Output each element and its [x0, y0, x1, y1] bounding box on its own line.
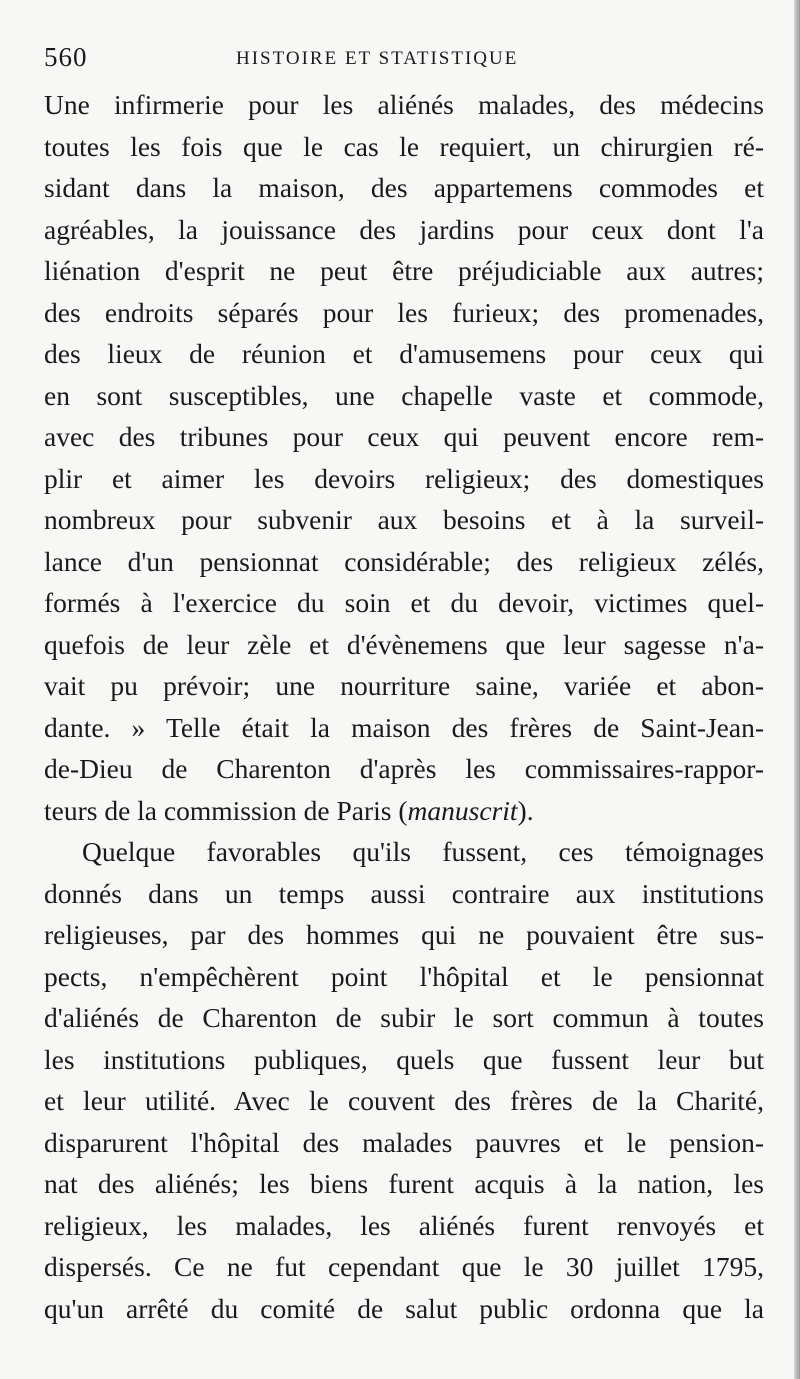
text-line: religieux, les malades, les aliénés furent renvoyés et — [44, 1209, 764, 1241]
text-line: vait pu prévoir; une nourriture saine, variée et abon- — [44, 670, 764, 701]
paragraph-2 — [44, 831, 764, 1329]
text-line: religieuses, par des hommes qui ne pouvaient être sus- — [44, 919, 764, 950]
running-head: HISTOIRE ET STATISTIQUE — [236, 48, 519, 69]
text-line-last — [44, 790, 764, 832]
text-line: des endroits séparés pour les furieux; des promenades, — [44, 296, 764, 328]
text-line: agréables, la jouissance des jardins pour ceux dont l'a — [44, 213, 764, 245]
text-line: de-Dieu de Charenton d'après les commissaires-rappor- — [44, 753, 764, 784]
text-line: Une infirmerie pour les aliénés malades, des médecins — [44, 89, 764, 120]
paragraph-1 — [44, 84, 764, 831]
text-line: disparurent l'hôpital des malades pauvres et le pension- — [44, 1126, 764, 1158]
text-line: dante. » Telle était la maison des frères de Saint-Jean- — [44, 711, 764, 743]
page-edge-shadow — [794, 0, 800, 1379]
text-line: et leur utilité. Avec le couvent des frères de la Charité, — [44, 1085, 764, 1116]
text-segment: teurs de la commission de Paris ( — [44, 794, 408, 826]
text-line: quefois de leur zèle et d'évènemens que leur sagesse n'a- — [44, 628, 764, 660]
text-line: les institutions publiques, quels que fussent leur but — [44, 1043, 764, 1075]
text-line: toutes les fois que le cas le requiert, un chirurgien ré- — [44, 130, 764, 162]
text-segment: ). — [517, 794, 534, 826]
text-line: nat des aliénés; les biens furent acquis à la nation, les — [44, 1168, 764, 1199]
page-number: 560 — [44, 42, 88, 72]
italic-citation: manuscrit — [407, 794, 518, 826]
text-line: d'aliénés de Charenton de subir le sort commun à toutes — [44, 1002, 764, 1033]
text-line: qu'un arrêté du comité de salut public ordonna que la — [44, 1292, 764, 1324]
text-line: liénation d'esprit ne peut être préjudiciable aux autres; — [44, 255, 764, 286]
body-text — [44, 84, 764, 1329]
text-line: nombreux pour subvenir aux besoins et à la surveil- — [44, 504, 764, 535]
text-line: pects, n'empêchèrent point l'hôpital et le pensionnat — [44, 960, 764, 992]
text-line: formés à l'exercice du soin et du devoir, victimes quel- — [44, 587, 764, 618]
text-line: donnés dans un temps aussi contraire aux institutions — [44, 877, 764, 909]
text-line-first: Quelque favorables qu'ils fussent, ces témoignages — [82, 836, 764, 867]
text-line: en sont susceptibles, une chapelle vaste et commode, — [44, 379, 764, 411]
text-line: plir et aimer les devoirs religieux; des domestiques — [44, 462, 764, 494]
text-line: lance d'un pensionnat considérable; des religieux zélés, — [44, 545, 764, 577]
text-line: avec des tribunes pour ceux qui peuvent encore rem- — [44, 421, 764, 452]
text-line: dispersés. Ce ne fut cependant que le 30 juillet 1795, — [44, 1251, 764, 1282]
text-line: des lieux de réunion et d'amusemens pour ceux qui — [44, 338, 764, 369]
page-header — [44, 42, 764, 78]
text-line: sidant dans la maison, des appartemens commodes et — [44, 172, 764, 203]
